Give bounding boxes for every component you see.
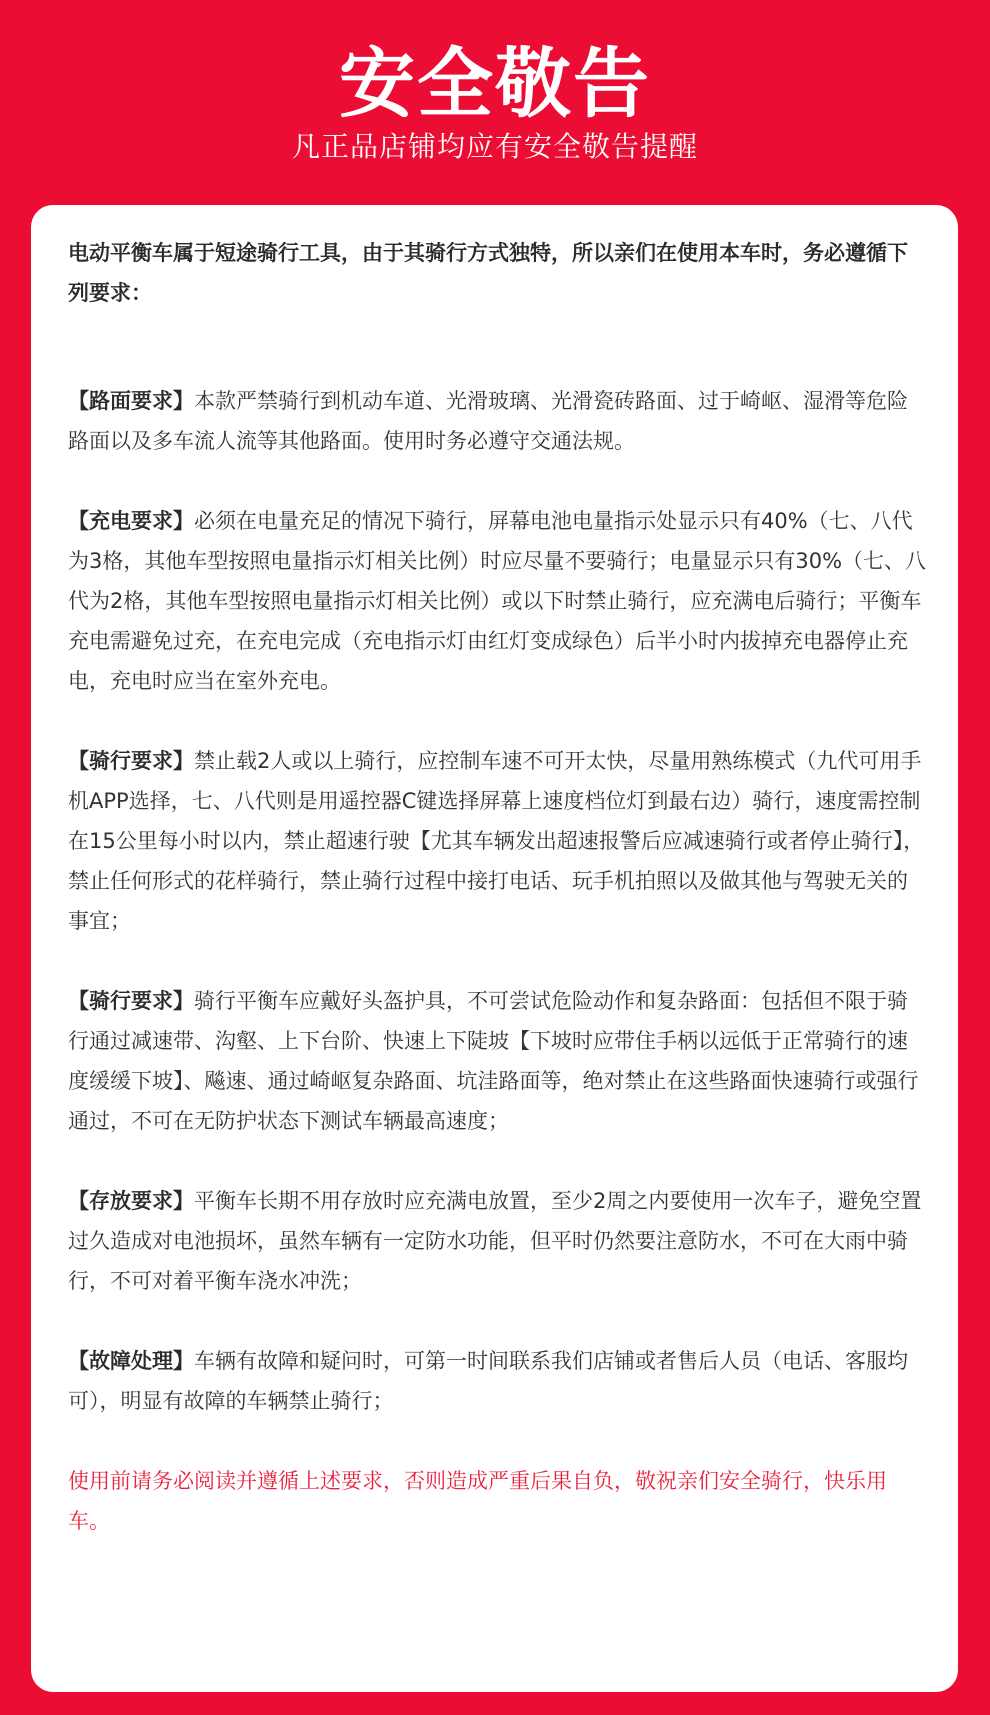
page-subtitle: 凡正品店铺均应有安全敬告提醒 (291, 130, 698, 163)
section-label: 【路面要求】 (68, 389, 194, 413)
section-label: 【充电要求】 (68, 509, 194, 533)
section-label: 【故障处理】 (68, 1349, 194, 1373)
section-riding-safety-requirements (68, 981, 928, 1141)
section-text: 禁止载2人或以上骑行，应控制车速不可开太快，尽量用熟练模式（九代可用手机APP选择，七、八代则是用遥控器C键选择屏幕上速度档位灯到最右边）骑行，速度需控制在15公里每小时以内，禁止超速行驶【尤其车辆发出超速报警后应减速骑行或者停止骑行】，禁止任何形式的花样骑行，禁止骑行过程中接打电话、玩手机拍照以及做其他与驾驶无关的事宜； (68, 749, 925, 933)
section-charging-requirements (68, 501, 928, 701)
closing-warning: 使用前请务必阅读并遵循上述要求，否则造成严重后果自负，敬祝亲们安全骑行，快乐用车。 (68, 1469, 887, 1533)
section-storage-requirements (68, 1181, 928, 1301)
header (0, 0, 990, 205)
section-label: 【骑行要求】 (68, 989, 194, 1013)
section-text: 车辆有故障和疑问时，可第一时间联系我们店铺或者售后人员（电话、客服均可），明显有故障的车辆禁止骑行； (68, 1349, 908, 1413)
section-label: 【骑行要求】 (68, 749, 194, 773)
intro-paragraph: 电动平衡车属于短途骑行工具，由于其骑行方式独特，所以亲们在使用本车时，务必遵循下列要求： (68, 241, 908, 305)
section-road-requirements (68, 381, 928, 461)
page-title: 安全敬告 (339, 39, 651, 128)
section-text: 本款严禁骑行到机动车道、光滑玻璃、光滑瓷砖路面、过于崎岖、湿滑等危险路面以及多车流人流等其他路面。使用时务必遵守交通法规。 (68, 389, 908, 453)
section-text: 平衡车长期不用存放时应充满电放置，至少2周之内要使用一次车子，避免空置过久造成对电池损坏，虽然车辆有一定防水功能，但平时仍然要注意防水，不可在大雨中骑行，不可对着平衡车浇水冲洗； (68, 1189, 922, 1293)
notice-card (31, 205, 958, 1692)
section-riding-requirements (68, 741, 928, 941)
section-label: 【存放要求】 (68, 1189, 194, 1213)
section-text: 必须在电量充足的情况下骑行，屏幕电池电量指示处显示只有40%（七、八代为3格，其他车型按照电量指示灯相关比例）时应尽量不要骑行；电量显示只有30%（七、八代为2格，其他车型按照电量指示灯相关比例）或以下时禁止骑行，应充满电后骑行；平衡车充电需避免过充，在充电完成（充电指示灯由红灯变成绿色）后半小时内拔掉充电器停止充电，充电时应当在室外充电。 (68, 509, 927, 693)
section-fault-handling (68, 1341, 928, 1421)
section-text: 骑行平衡车应戴好头盔护具，不可尝试危险动作和复杂路面：包括但不限于骑行通过减速带、沟壑、上下台阶、快速上下陡坡【下坡时应带住手柄以远低于正常骑行的速度缓缓下坡】、飚速、通过崎岖复杂路面、坑洼路面等，绝对禁止在这些路面快速骑行或强行通过，不可在无防护状态下测试车辆最高速度； (68, 989, 919, 1133)
